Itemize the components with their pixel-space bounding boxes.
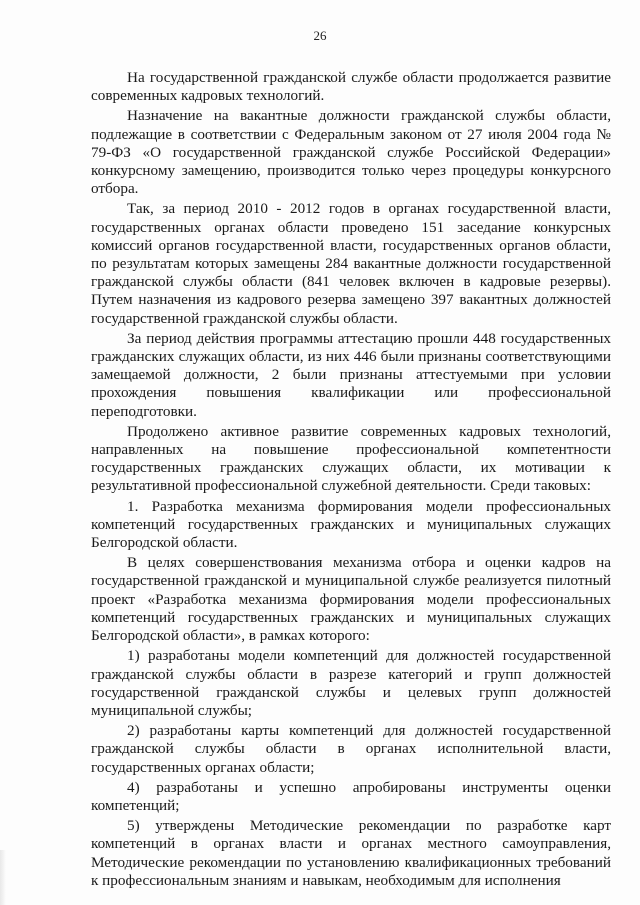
paragraph: В целях совершенствования механизма отбора и оценки кадров на государственной гражданской и муниципальной службе реализуется пилотный проект «Разработка механизма формирования модели профессиональных компетенций государственных гражданских и муниципальных служащих Белгородской области», в рамках которого:	[91, 554, 611, 645]
paragraph: Продолжено активное развитие современных кадровых технологий, направленных на повышение профессиональной компетентности государственных гражданских служащих области, их мотивации к результативной профессиональной служебной деятельности. Среди таковых:	[91, 422, 611, 495]
paragraph: Так, за период 2010 - 2012 годов в органах государственной власти, государственных органах области проведено 151 заседание конкурсных комиссий органов государственной власти, государственных органов области, по результатам которых замещены 284 вакантные должности государственной гражданской службы области (841 человек включен в кадровые резервы). Путем назначения из кадрового резерва замещено 397 вакантных должностей государственной гражданской службы области.	[91, 200, 611, 327]
list-item: 1. Разработка механизма формирования модели профессиональных компетенций государственных гражданских и муниципальных служащих Белгородской области.	[91, 497, 611, 552]
paragraph: Назначение на вакантные должности гражданской службы области, подлежащие в соответствии с Федеральным законом от 27 июля 2004 года № 79-ФЗ «О государственной гражданской службе Российской Федерации» конкурсному замещению, производится только через процедуры конкурсного отбора.	[91, 107, 611, 198]
document-body	[91, 69, 611, 892]
list-item: 1) разработаны модели компетенций для должностей государственной гражданской службы области в разрезе категорий и групп должностей государственной гражданской службы и целевых групп должностей муниципальной службы;	[91, 647, 611, 719]
list-item: 2) разработаны карты компетенций для должностей государственной гражданской службы области в органах исполнительной власти, государственных органах области;	[91, 722, 611, 776]
scan-edge-shadow	[0, 850, 6, 905]
list-item: 5) утверждены Методические рекомендации по разработке карт компетенций в органах власти и органах местного самоуправления, Методические рекомендации по установлению квалификационных требований к профессиональным знаниям и навыкам, необходимым для исполнения	[91, 817, 611, 889]
list-item: 4) разработаны и успешно апробированы инструменты оценки компетенций;	[91, 778, 611, 814]
paragraph: На государственной гражданской службе области продолжается развитие современных кадровых технологий.	[91, 69, 611, 105]
page-number: 26	[313, 28, 327, 43]
paragraph: За период действия программы аттестацию прошли 448 государственных гражданских служащих области, из них 446 были признаны соответствующими замещаемой должности, 2 были признаны аттестуемыми при условии прохождения повышения квалификации или профессиональной переподготовки.	[91, 329, 611, 420]
